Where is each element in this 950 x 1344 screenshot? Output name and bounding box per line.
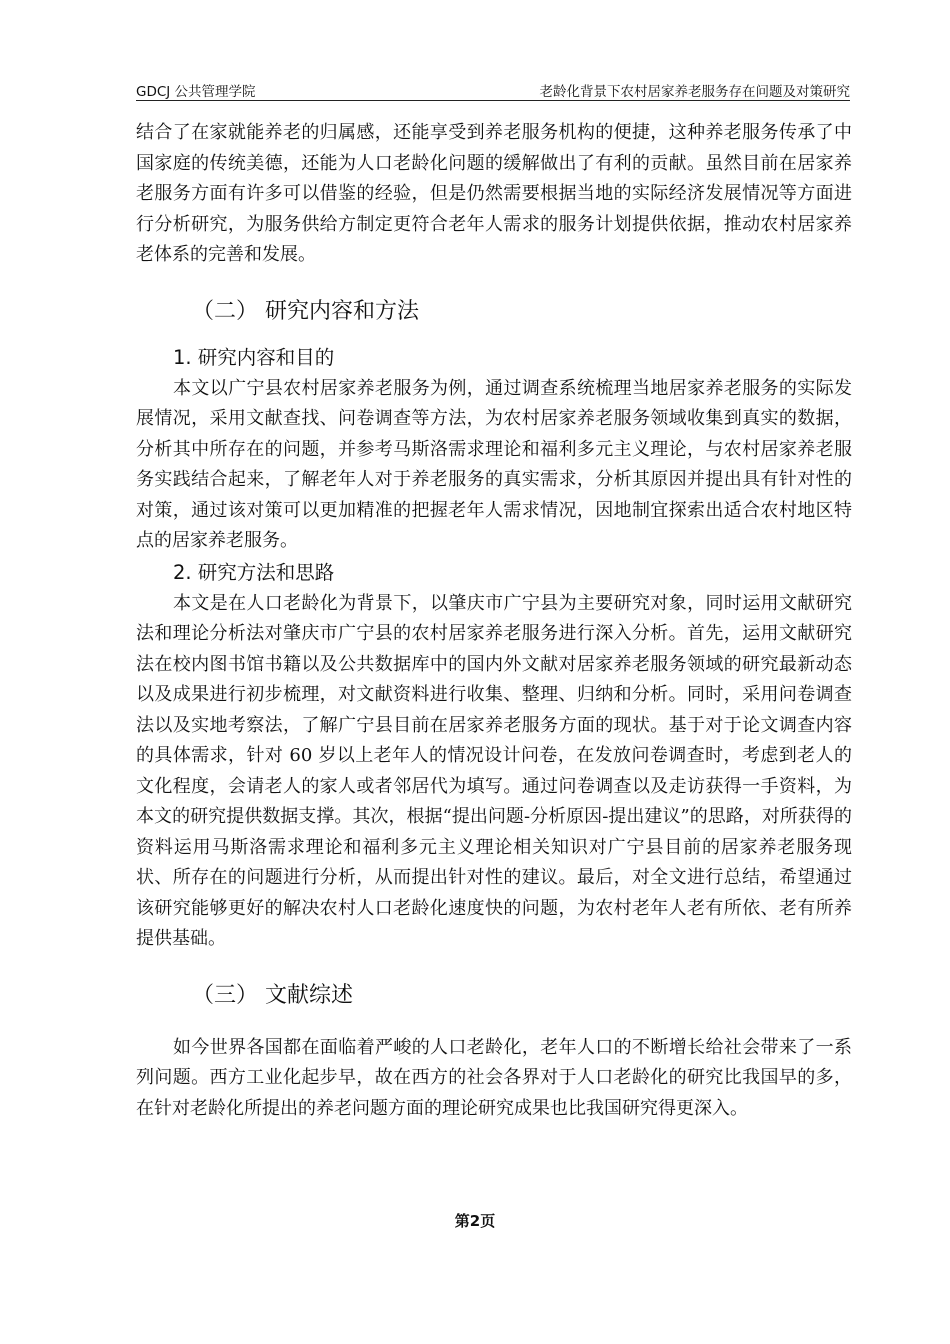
subsection-1-paragraph: 本文以广宁县农村居家养老服务为例，通过调查系统梳理当地居家养老服务的实际发展情况，采用文献查找、问卷调查等方法，为农村居家养老服务领域收集到真实的数据，分析其中所存在的问题，并参考马斯洛需求理论和福利多元主义理论，与农村居家养老服务实践结合起来，了解老年人对于养老服务的真实需求，分析其原因并提出具有针对性的对策，通过该对策可以更加精准的把握老年人需求情况，因地制宜探索出适合农村地区特点的居家养老服务。 bbox=[136, 377, 852, 551]
page-number: 第2页 bbox=[454, 1212, 496, 1230]
page-body bbox=[136, 118, 852, 1124]
header-rule bbox=[136, 100, 850, 101]
intro-paragraph: 结合了在家就能养老的归属感，还能享受到养老服务机构的便捷，这种养老服务传承了中国家庭的传统美德，还能为人口老龄化问题的缓解做出了有利的贡献。虽然目前在居家养老服务方面有许多可以借鉴的经验，但是仍然需要根据当地的实际经济发展情况等方面进行分析研究，为服务供给方制定更符合老年人需求的服务计划提供依据，推动农村居家养老体系的完善和发展。 bbox=[136, 122, 852, 265]
header-thesis-title: 老龄化背景下农村居家养老服务存在问题及对策研究 bbox=[539, 84, 850, 100]
section-3-paragraph: 如今世界各国都在面临着严峻的人口老龄化，老年人口的不断增长给社会带来了一系列问题。西方工业化起步早，故在西方的社会各界对于人口老龄化的研究比我国早的多，在针对老龄化所提出的养老问题方面的理论研究成果也比我国研究得更深入。 bbox=[136, 1036, 852, 1119]
subsection-1-heading: 1. 研究内容和目的 bbox=[173, 345, 335, 369]
page-header bbox=[136, 78, 850, 100]
section-2-heading: （二） 研究内容和方法 bbox=[192, 298, 419, 324]
subsection-2-heading: 2. 研究方法和思路 bbox=[173, 560, 335, 584]
section-3-heading: （三） 文献综述 bbox=[192, 982, 353, 1008]
header-institution: GDCJ 公共管理学院 bbox=[136, 84, 256, 100]
subsection-2-paragraph: 本文是在人口老龄化为背景下，以肇庆市广宁县为主要研究对象，同时运用文献研究法和理论分析法对肇庆市广宁县的农村居家养老服务进行深入分析。首先，运用文献研究法在校内图书馆书籍以及公共数据库中的国内外文献对居家养老服务领域的研究最新动态以及成果进行初步梳理，对文献资料进行收集、整理、归纳和分析。同时，采用问卷调查法以及实地考察法，了解广宁县目前在居家养老服务方面的现状。基于对于论文调查内容的具体需求，针对 60 岁以上老年人的情况设计问卷，在发放问卷调查时，考虑到老人的文化程度，会请老人的家人或者邻居代为填写。通过问卷调查以及走访获得一手资料，为本文的研究提供数据支撑。其次，根据“提出问题-分析原因-提出建议”的思路，对所获得的资料运用马斯洛需求理论和福利多元主义理论相关知识对广宁县目前的居家养老服务现状、所存在的问题进行分析，从而提出针对性的建议。最后，对全文进行总结，希望通过该研究能够更好的解决农村人口老龄化速度快的问题，为农村老年人老有所依、老有所养提供基础。 bbox=[136, 592, 852, 949]
